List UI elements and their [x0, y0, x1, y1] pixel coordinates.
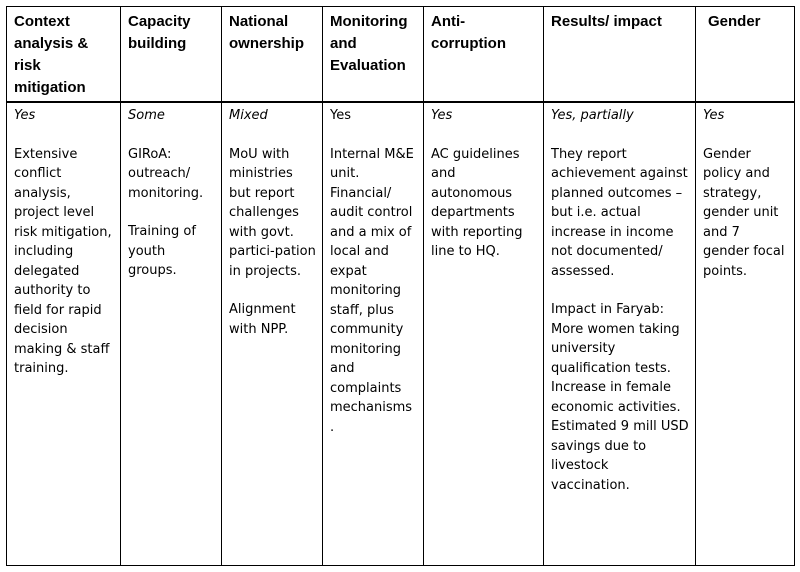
cell-text: Impact in Faryab: More women taking university qualification tests. Increase in female economic activities. Estimated 9 mill USD savings due to livestock vaccination.	[551, 302, 689, 493]
rating-gender: Yes	[703, 108, 725, 123]
header-results-impact: Results/ impact	[544, 7, 696, 103]
cell-anti-corruption	[424, 102, 544, 566]
cell-national-ownership	[222, 102, 323, 566]
cell-results-impact	[544, 102, 696, 566]
rating-monitoring-evaluation: Yes	[330, 108, 351, 123]
cell-text: Alignment with NPP.	[229, 302, 296, 337]
rating-anti-corruption: Yes	[431, 108, 453, 123]
cell-text: GIRoA: outreach/ monitoring.	[128, 146, 204, 201]
rating-capacity-building: Some	[128, 108, 165, 123]
cell-text: MoU with ministries but report challenges with govt. partici-pation in projects.	[229, 146, 316, 279]
content-row	[7, 102, 795, 566]
rating-results-impact: Yes, partially	[551, 108, 634, 123]
cell-gender	[696, 102, 795, 566]
assessment-table	[6, 6, 795, 566]
header-monitoring-evaluation: Monitoring and Evaluation	[323, 7, 424, 103]
rating-national-ownership: Mixed	[229, 108, 268, 123]
rating-context-analysis: Yes	[14, 108, 36, 123]
header-row	[7, 7, 795, 103]
cell-capacity-building	[121, 102, 222, 566]
cell-text: AC guidelines and autonomous departments with reporting line to HQ.	[431, 146, 523, 259]
header-gender: Gender	[696, 7, 795, 103]
cell-text: Extensive conflict analysis, project level risk mitigation, including delegated authority to field for rapid decision making & staff training.	[14, 146, 112, 376]
cell-monitoring-evaluation	[323, 102, 424, 566]
cell-context-analysis	[7, 102, 121, 566]
cell-text: Gender policy and strategy, gender unit and 7 gender focal points.	[703, 146, 785, 279]
cell-text: Internal M&E unit. Financial/ audit control and a mix of local and expat monitoring staff, plus community monitoring and complaints mechanisms .	[330, 146, 414, 435]
header-capacity-building: Capacity building	[121, 7, 222, 103]
header-national-ownership: National ownership	[222, 7, 323, 103]
cell-text: They report achievement against planned outcomes – but i.e. actual increase in income not documented/ assessed.	[551, 146, 688, 279]
header-anti-corruption: Anti-corruption	[424, 7, 544, 103]
cell-text: Training of youth groups.	[128, 224, 196, 278]
header-context-analysis: Context analysis & risk mitigation	[7, 7, 121, 103]
